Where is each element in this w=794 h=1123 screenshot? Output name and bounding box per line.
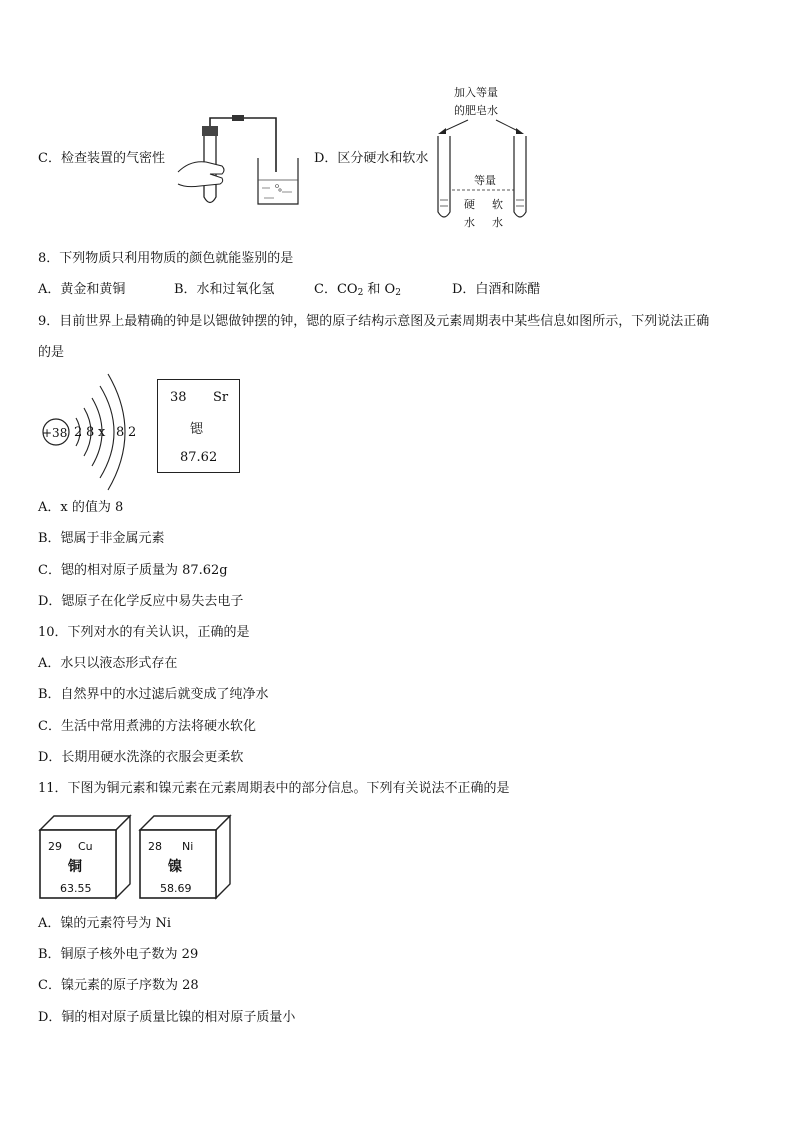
q9-option-c: C．锶的相对原子质量为 87.62g [38, 563, 228, 578]
q8-option-b: B．水和过氧化氢 [174, 282, 275, 297]
sr-name: 锶 [190, 422, 204, 437]
sr-mass: 87.62 [180, 450, 218, 465]
q7-label-equal: 等量 [474, 174, 496, 187]
q7-label-soft-1: 软 [492, 198, 503, 211]
q8-option-a: A．黄金和黄铜 [38, 282, 126, 297]
atom-shell-1: 2 [74, 425, 83, 440]
strontium-element-cell [157, 379, 240, 473]
q7-option-c: C．检查装置的气密性 [38, 151, 165, 166]
q9-option-d: D．锶原子在化学反应中易失去电子 [38, 594, 244, 609]
atom-shell-5: 2 [128, 425, 137, 440]
cu-atomic-number: 29 [48, 840, 62, 853]
atom-nucleus-charge: +38 [42, 426, 68, 440]
q7-label-hard-2: 水 [464, 216, 475, 229]
ni-atomic-number: 28 [148, 840, 162, 853]
q9-option-a: A．x 的值为 8 [38, 500, 124, 515]
atom-shell-2: 8 [86, 425, 95, 440]
q9-option-b: B．锶属于非金属元素 [38, 531, 165, 546]
q10-stem: 10．下列对水的有关认识，正确的是 [38, 625, 250, 640]
ni-name: 镍 [168, 859, 182, 875]
q11-stem: 11．下图为铜元素和镍元素在元素周期表中的部分信息。下列有关说法不正确的是 [38, 781, 510, 796]
ni-symbol: Ni [182, 840, 194, 853]
q8-stem: 8．下列物质只利用物质的颜色就能鉴别的是 [38, 251, 294, 266]
sr-symbol: Sr [213, 390, 229, 405]
cu-symbol: Cu [78, 840, 93, 853]
q7-label-hard-1: 硬 [464, 198, 475, 211]
q11-option-d: D．铜的相对原子质量比镍的相对原子质量小 [38, 1010, 296, 1025]
atom-shell-3: x [98, 425, 106, 440]
cu-name: 铜 [68, 859, 82, 875]
q7-option-d: D．区分硬水和软水 [314, 151, 429, 166]
sr-atomic-number: 38 [170, 390, 187, 405]
q9-stem-line1: 9．目前世界上最精确的钟是以锶做钟摆的钟，锶的原子结构示意图及元素周期表中某些信息如图所示，下列说法正确 [38, 314, 710, 329]
q10-option-a: A．水只以液态形式存在 [38, 656, 178, 671]
q8-option-c: C．$CO_2$ 和 $O_2$ [314, 282, 401, 298]
q7-label-add-1: 加入等量 [454, 86, 498, 99]
q11-option-a: A．镍的元素符号为 Ni [38, 916, 172, 931]
atom-shell-4: 8 [116, 425, 125, 440]
q10-option-d: D．长期用硬水洗涤的衣服会更柔软 [38, 750, 244, 765]
q9-stem-line2: 的是 [38, 345, 65, 360]
q7-label-soft-2: 水 [492, 216, 503, 229]
q11-option-b: B．铜原子核外电子数为 29 [38, 947, 199, 962]
q7-label-add-2: 的肥皂水 [454, 104, 498, 117]
q11-option-c: C．镍元素的原子序数为 28 [38, 978, 199, 993]
q10-option-b: B．自然界中的水过滤后就变成了纯净水 [38, 687, 269, 702]
airtightness-apparatus-figure [170, 112, 310, 212]
ni-mass: 58.69 [160, 882, 192, 895]
q8-option-d: D．白酒和陈醋 [452, 282, 541, 297]
q10-option-c: C．生活中常用煮沸的方法将硬水软化 [38, 719, 256, 734]
cu-mass: 63.55 [60, 882, 92, 895]
soap-water-tubes-figure [428, 112, 538, 230]
